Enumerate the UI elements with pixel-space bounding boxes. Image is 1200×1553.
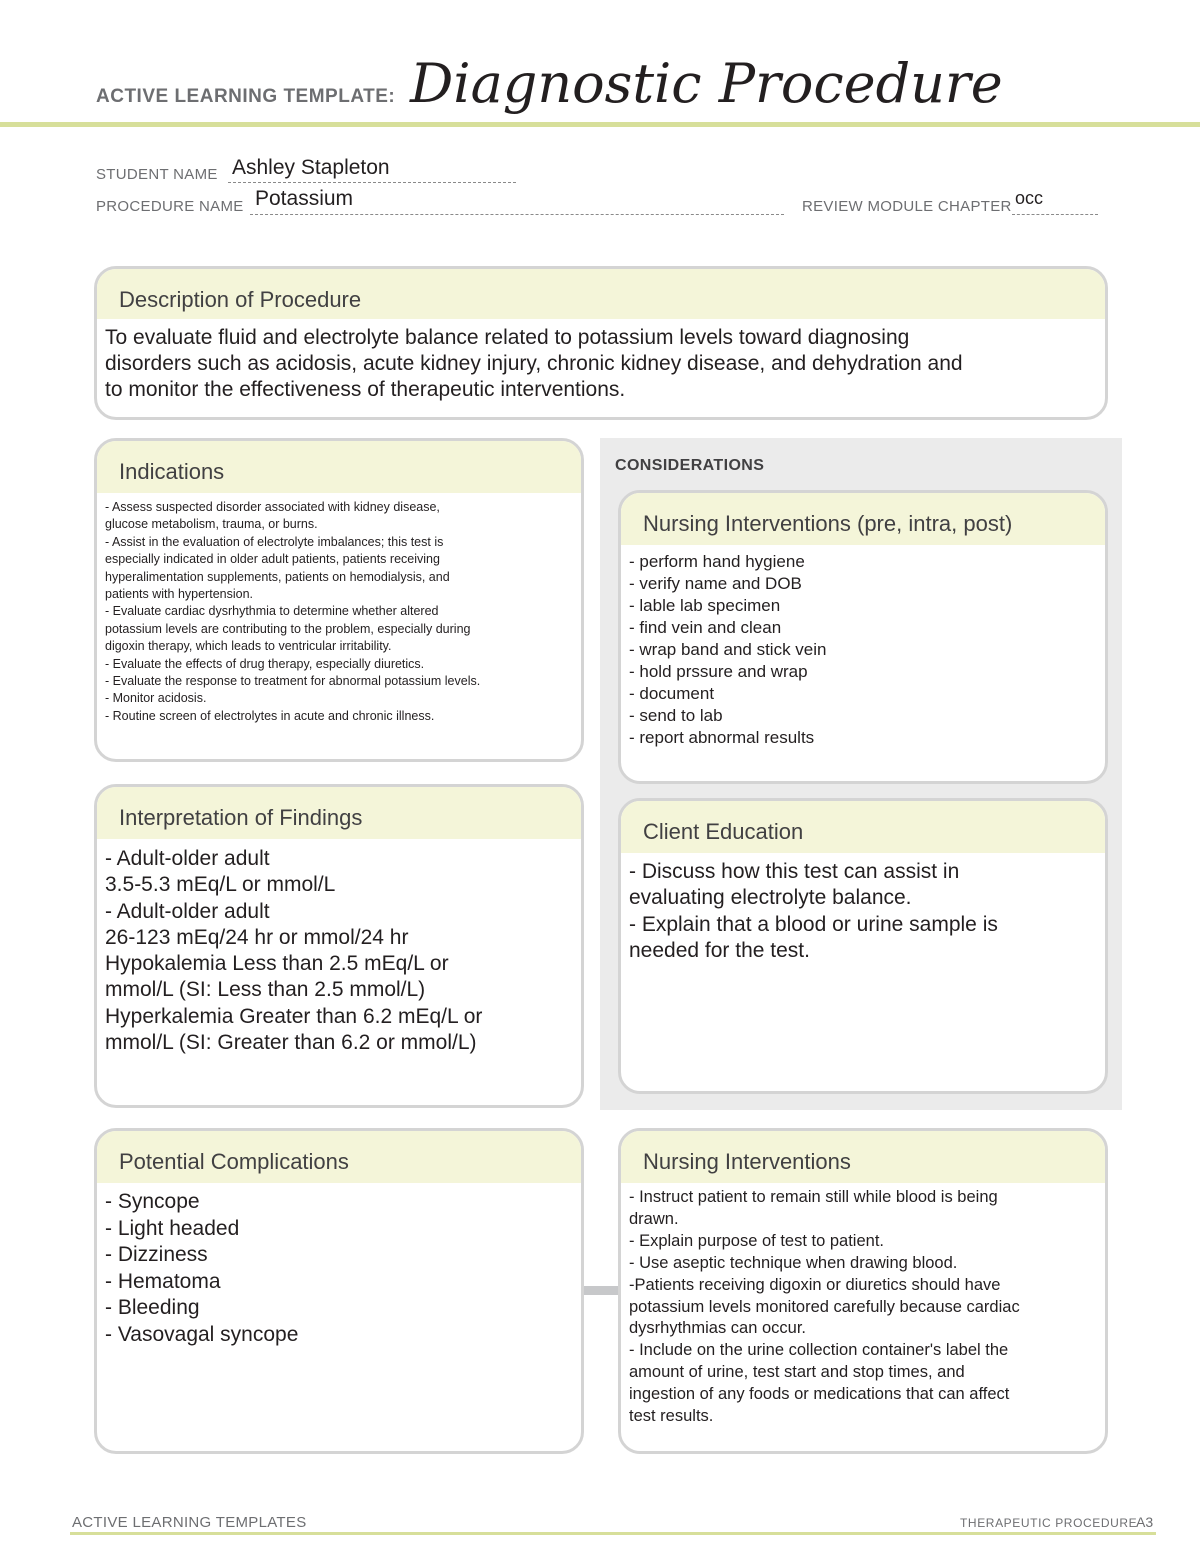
review-chapter-label: REVIEW MODULE CHAPTER: [802, 198, 1012, 215]
nursing-interventions-text[interactable]: - Instruct patient to remain still while blood is being drawn. - Explain purpose of test to patient. - Use aseptic technique when drawing blood. -Patients receiving digoxin or diuretics should have potassium levels monitored carefully because cardiac dysrhythmias can occur. - Include on the urine collection container's label the amount of urine, test start and stop times, and ingestion of any foods or medications that can affect test results.: [629, 1188, 1020, 1426]
complications-text[interactable]: - Syncope - Light headed - Dizziness - Hematoma - Bleeding - Vasovagal syncope: [105, 1190, 299, 1346]
footer-divider: [70, 1532, 1156, 1535]
procedure-name-value: Potassium: [255, 187, 354, 210]
box-connector: [583, 1286, 621, 1295]
footer-page-number: A3: [1136, 1514, 1154, 1530]
complications-box: [94, 1128, 584, 1454]
client-education-box: [618, 798, 1108, 1094]
review-chapter-value: occ: [1015, 188, 1044, 208]
nursing-pre-intra-post-box: [618, 490, 1108, 784]
nursing-interventions-title: Nursing Interventions: [621, 1131, 1105, 1183]
indications-title: Indications: [97, 441, 581, 493]
student-name-value: Ashley Stapleton: [232, 156, 390, 179]
procedure-name-label: PROCEDURE NAME: [96, 198, 244, 215]
footer-right-label: THERAPEUTIC PROCEDURE: [960, 1516, 1138, 1530]
page-title: Diagnostic Procedure: [410, 52, 1003, 115]
interpretation-text[interactable]: - Adult-older adult 3.5-5.3 mEq/L or mmol/L - Adult-older adult 26-123 mEq/24 hr or mmol/24 hr Hypokalemia Less than 2.5 mEq/L or mmol/L (SI: Less than 2.5 mmol/L) Hyperkalemia Greater than 6.2 mEq/L or mmol/L (SI: Greater than 6.2 or mmol/L): [105, 847, 483, 1055]
description-title: Description of Procedure: [97, 269, 1105, 319]
considerations-label: CONSIDERATIONS: [615, 457, 765, 474]
nursing-interventions-box: [618, 1128, 1108, 1454]
template-label: ACTIVE LEARNING TEMPLATE:: [96, 86, 396, 107]
nursing-pre-intra-post-text[interactable]: - perform hand hygiene - verify name and DOB - lable lab specimen - find vein and clean - wrap band and stick vein - hold prssure and wrap - document - send to lab - report abnormal results: [629, 552, 827, 747]
footer-left-label: ACTIVE LEARNING TEMPLATES: [72, 1514, 307, 1531]
nursing-pre-intra-post-title: Nursing Interventions (pre, intra, post): [621, 493, 1105, 545]
interpretation-box: [94, 784, 584, 1108]
interpretation-title: Interpretation of Findings: [97, 787, 581, 839]
description-text[interactable]: To evaluate fluid and electrolyte balance related to potassium levels toward diagnosing disorders such as acidosis, acute kidney injury, chronic kidney disease, and dehydration and to monitor the effectiveness of therapeutic interventions.: [105, 326, 963, 401]
client-education-title: Client Education: [621, 801, 1105, 853]
header-divider: [0, 122, 1200, 127]
student-name-label: STUDENT NAME: [96, 166, 218, 183]
client-education-text[interactable]: - Discuss how this test can assist in evaluating electrolyte balance. - Explain that a blood or urine sample is needed for the test.: [629, 860, 998, 962]
description-box: [94, 266, 1108, 420]
indications-box: [94, 438, 584, 762]
complications-title: Potential Complications: [97, 1131, 581, 1183]
indications-text[interactable]: - Assess suspected disorder associated with kidney disease, glucose metabolism, trauma, or burns. - Assist in the evaluation of electrolyte imbalances; this test is especially indicated in older adult patients, patients receiving hyperalimentation supplements, patients on hemodialysis, and patients with hypertension. - Evaluate cardiac dysrhythmia to determine whether altered potassium levels are contributing to the problem, especially during digoxin therapy, which leads to ventricular irritability. - Evaluate the effects of drug therapy, especially diuretics. - Evaluate the response to treatment for abnormal potassium levels. - Monitor acidosis. - Routine screen of electrolytes in acute and chronic illness.: [105, 500, 481, 723]
